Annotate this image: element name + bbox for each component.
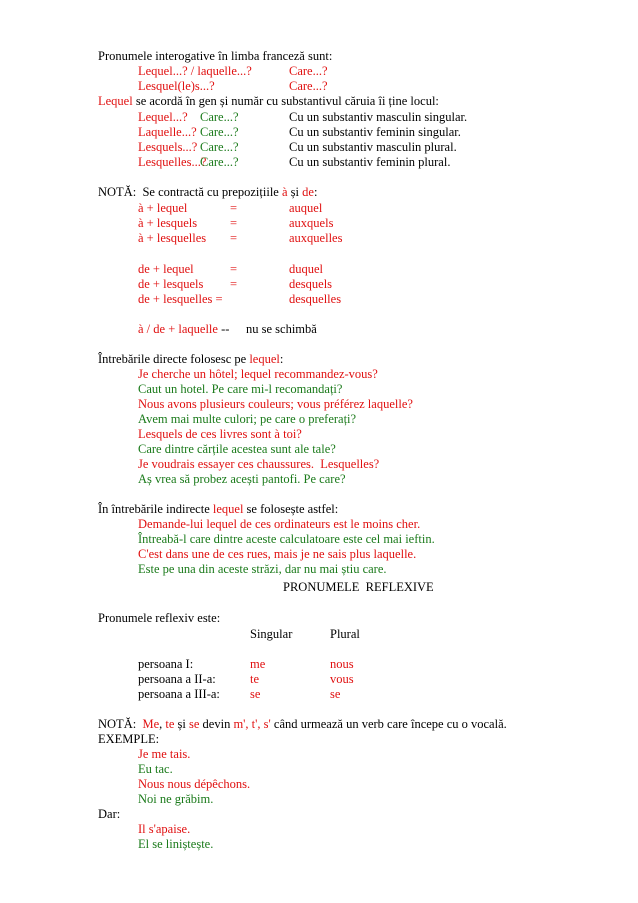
example-ro: Caut un hotel. Pe care mi-l recomandați? bbox=[138, 382, 343, 396]
laquelle-dash: -- bbox=[221, 322, 230, 336]
contraction-left: à + lequel bbox=[138, 201, 188, 215]
contraction-eq: = bbox=[230, 231, 238, 245]
indirect-heading bbox=[98, 502, 338, 517]
person-label: persoana I: bbox=[138, 657, 194, 671]
contraction-left: à + lesquelles bbox=[138, 231, 207, 245]
table-ro: Care...? bbox=[200, 155, 239, 169]
table-ro: Care...? bbox=[200, 125, 239, 139]
contraction-right: auquel bbox=[289, 201, 323, 215]
pronoun-plural: vous bbox=[330, 672, 354, 686]
rule-text: se acordă în gen și număr cu substantivul căruia îi ține locul: bbox=[135, 94, 439, 108]
nota2-se: se bbox=[189, 717, 200, 731]
intro-rule bbox=[98, 94, 439, 109]
example-fr: Je me tais. bbox=[138, 747, 191, 761]
example-ro: Întreabă-l care dintre aceste calculatoare este cel mai ieftin. bbox=[138, 532, 435, 546]
nota1-de: de bbox=[302, 185, 314, 199]
nota2-line: NOTĂ: Me, te și se devin m', t', s' când urmează un verb care începe cu o vocală. bbox=[98, 717, 507, 731]
nota1-a: à bbox=[281, 185, 288, 199]
direct-colon: : bbox=[279, 352, 284, 366]
example-ro: Este pe una din aceste străzi, dar nu mai știu care. bbox=[138, 562, 387, 576]
example-fr: Je voudrais essayer ces chaussures. Lesquelles? bbox=[138, 457, 380, 471]
direct-heading bbox=[98, 352, 283, 367]
contraction-right: desquels bbox=[289, 277, 333, 291]
example-ro: El se liniștește. bbox=[138, 837, 214, 851]
nota2-prefix: NOTĂ: bbox=[98, 717, 137, 731]
reflexive-intro: Pronumele reflexiv este: bbox=[98, 611, 221, 625]
intro-row1-ro: Care...? bbox=[289, 64, 328, 78]
contraction-left: de + lesquels bbox=[138, 277, 204, 291]
example-ro: Eu tac. bbox=[138, 762, 173, 776]
example-ro: Aș vrea să probez acești pantofi. Pe care? bbox=[138, 472, 346, 486]
table-fr: Lequel...? bbox=[138, 110, 188, 124]
example-ro: Noi ne grăbim. bbox=[138, 792, 214, 806]
contraction-eq: = bbox=[230, 277, 238, 291]
contraction-eq: = bbox=[230, 201, 238, 215]
contraction-left: à + lesquels bbox=[138, 216, 198, 230]
contraction-right: auxquelles bbox=[289, 231, 343, 245]
col-singular: Singular bbox=[250, 627, 293, 641]
nota2-rest: când urmează un verb care începe cu o vocală. bbox=[273, 717, 507, 731]
reflexive-title: PRONUMELE REFLEXIVE bbox=[283, 580, 434, 594]
nota1-prefix: NOTĂ: Se contractă cu prepozițiile bbox=[98, 185, 279, 199]
table-ro: Care...? bbox=[200, 140, 239, 154]
indirect-word: lequel bbox=[212, 502, 244, 516]
nota2-devin: devin bbox=[202, 717, 231, 731]
col-plural: Plural bbox=[330, 627, 360, 641]
direct-word: lequel bbox=[249, 352, 280, 366]
pronoun-plural: se bbox=[330, 687, 341, 701]
table-desc: Cu un substantiv feminin singular. bbox=[289, 125, 461, 139]
table-fr: Laquelle...? bbox=[138, 125, 197, 139]
contraction-left: de + lesquelles = bbox=[138, 292, 223, 306]
intro-row2-ro: Care...? bbox=[289, 79, 328, 93]
pronoun-singular: me bbox=[250, 657, 266, 671]
table-desc: Cu un substantiv masculin plural. bbox=[289, 140, 457, 154]
laquelle-row bbox=[138, 322, 229, 337]
contraction-right: duquel bbox=[289, 262, 324, 276]
rule-word: Lequel bbox=[98, 94, 133, 108]
laquelle-right: nu se schimbă bbox=[246, 322, 317, 336]
nota1-colon: : bbox=[313, 185, 318, 199]
nota2-me: Me bbox=[142, 717, 160, 731]
exemple-label: EXEMPLE: bbox=[98, 732, 160, 746]
example-fr: Lesquels de ces livres sont à toi? bbox=[138, 427, 302, 441]
example-fr: Nous avons plusieurs couleurs; vous préférez laquelle? bbox=[138, 397, 413, 411]
example-fr: Il s'apaise. bbox=[138, 822, 191, 836]
table-fr: Lesquelles...? bbox=[138, 155, 207, 169]
pronoun-singular: te bbox=[250, 672, 260, 686]
nota1-line bbox=[98, 185, 317, 200]
contraction-right: desquelles bbox=[289, 292, 342, 306]
nota2-te: te bbox=[165, 717, 175, 731]
contraction-right: auxquels bbox=[289, 216, 334, 230]
nota1-and: și bbox=[290, 185, 299, 199]
person-label: persoana a III-a: bbox=[138, 687, 220, 701]
pronoun-plural: nous bbox=[330, 657, 354, 671]
laquelle-left: à / de + laquelle bbox=[138, 322, 218, 336]
intro-heading: Pronumele interogative în limba franceză sunt: bbox=[98, 49, 333, 63]
indirect-heading-a: În întrebările indirecte bbox=[98, 502, 210, 516]
example-fr: Nous nous dépêchons. bbox=[138, 777, 251, 791]
intro-row1-fr: Lequel...? / laquelle...? bbox=[138, 64, 252, 78]
direct-heading-text: Întrebările directe folosesc pe bbox=[98, 352, 247, 366]
indirect-heading-b: se folosește astfel: bbox=[246, 502, 339, 516]
dar-label: Dar: bbox=[98, 807, 121, 821]
contraction-eq: = bbox=[230, 216, 238, 230]
example-fr: C'est dans une de ces rues, mais je ne sais plus laquelle. bbox=[138, 547, 417, 561]
intro-row2-fr: Lesquel(le)s...? bbox=[138, 79, 215, 93]
table-fr: Lesquels...? bbox=[138, 140, 198, 154]
table-desc: Cu un substantiv feminin plural. bbox=[289, 155, 451, 169]
contraction-eq: = bbox=[230, 262, 238, 276]
person-label: persoana a II-a: bbox=[138, 672, 216, 686]
example-fr: Demande-lui lequel de ces ordinateurs est le moins cher. bbox=[138, 517, 421, 531]
table-ro: Care...? bbox=[200, 110, 239, 124]
contraction-left: de + lequel bbox=[138, 262, 194, 276]
example-ro: Care dintre cărțile acestea sunt ale tale? bbox=[138, 442, 336, 456]
table-desc: Cu un substantiv masculin singular. bbox=[289, 110, 468, 124]
example-ro: Avem mai multe culori; pe care o preferați? bbox=[138, 412, 357, 426]
pronoun-singular: se bbox=[250, 687, 261, 701]
nota2-forms: m', t', s' bbox=[233, 717, 271, 731]
example-fr: Je cherche un hôtel; lequel recommandez-vous? bbox=[138, 367, 378, 381]
nota2-si: și bbox=[177, 717, 186, 731]
